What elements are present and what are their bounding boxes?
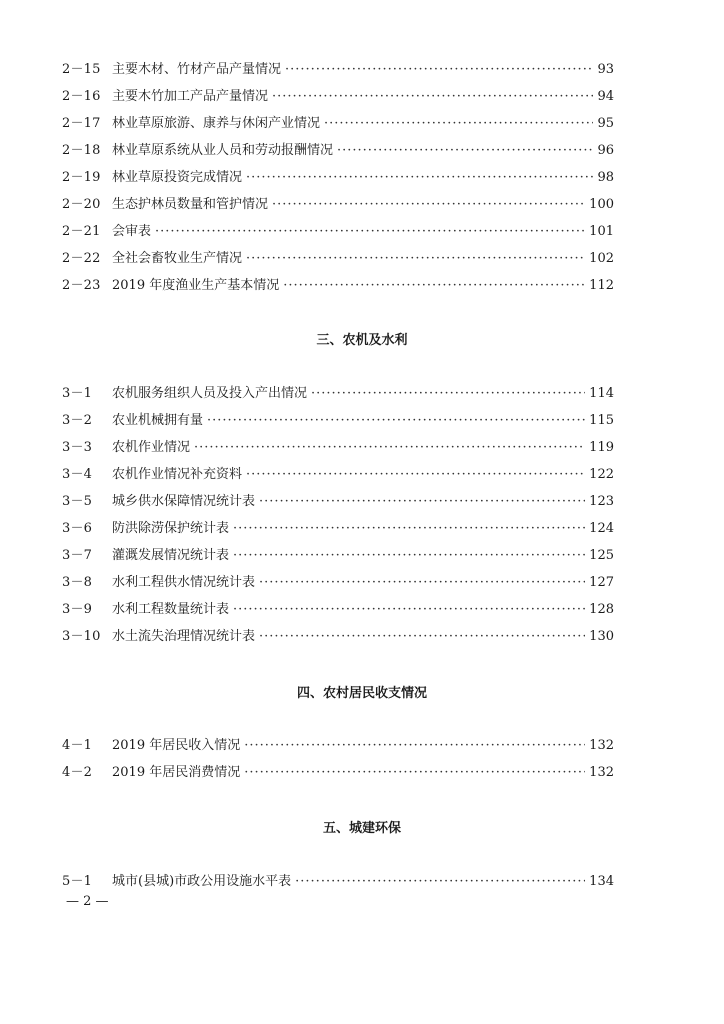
toc-entry[interactable] [62,276,614,296]
entry-title: 农业机械拥有量 [112,413,204,428]
entry-number: 3－9 [62,602,93,617]
entry-title: 水利工程供水情况统计表 [112,575,256,590]
dot-leader [246,168,593,188]
dot-leader [233,600,585,620]
entry-page: 125 [589,548,614,563]
toc-entry[interactable] [62,249,614,269]
entry-number: 2－17 [62,116,101,131]
toc-entry[interactable] [62,872,614,892]
entry-number: 5－1 [62,874,93,889]
entry-number: 3－4 [62,467,93,482]
toc-entry[interactable] [62,114,614,134]
dot-leader [272,87,593,107]
entry-page: 128 [589,602,614,617]
entry-page: 112 [589,278,614,293]
entry-title: 水土流失治理情况统计表 [112,629,256,644]
toc-entry[interactable] [62,438,614,458]
toc-entry[interactable] [62,87,614,107]
entry-page: 132 [589,765,614,780]
toc-entry[interactable] [62,573,614,593]
toc-entry[interactable] [62,546,614,566]
entry-page: 124 [589,521,614,536]
section-heading: 五、城建环保 [322,821,401,836]
entry-title: 灌溉发展情况统计表 [112,548,230,563]
toc-entry[interactable] [62,168,614,188]
entry-title: 2019 年居民消费情况 [112,765,241,780]
entry-page: 95 [597,116,614,131]
entry-page: 98 [597,170,614,185]
dot-leader [194,438,585,458]
dot-leader [259,492,585,512]
entry-title: 水利工程数量统计表 [112,602,230,617]
entry-number: 3－8 [62,575,93,590]
toc-entry[interactable] [62,465,614,485]
section-heading: 四、农村居民收支情况 [296,686,427,701]
dot-leader [311,384,585,404]
entry-number: 3－1 [62,386,93,401]
toc-entry[interactable] [62,736,614,756]
entry-number: 2－15 [62,62,101,77]
entry-number: 3－5 [62,494,93,509]
entry-number: 2－19 [62,170,101,185]
entry-page: 96 [597,143,614,158]
dot-leader [337,141,593,161]
toc-entry[interactable] [62,763,614,783]
entry-page: 114 [589,386,614,401]
entry-page: 130 [589,629,614,644]
dot-leader [233,546,585,566]
toc-entry[interactable] [62,519,614,539]
entry-number: 3－7 [62,548,93,563]
toc-entry[interactable] [62,492,614,512]
entry-number: 2－23 [62,278,101,293]
entry-title: 农机服务组织人员及投入产出情况 [112,386,308,401]
entry-page: 93 [597,62,614,77]
entry-title: 2019 年居民收入情况 [112,738,241,753]
entry-title: 2019 年度渔业生产基本情况 [112,278,280,293]
entry-title: 生态护林员数量和管护情况 [112,197,269,212]
entry-number: 4－2 [62,765,93,780]
entry-title: 主要木竹加工产品产量情况 [112,89,269,104]
entry-page: 115 [589,413,614,428]
dot-leader [244,736,585,756]
dot-leader [295,872,585,892]
entry-title: 全社会畜牧业生产情况 [112,251,243,266]
entry-title: 林业草原投资完成情况 [112,170,243,185]
entry-title: 农机作业情况补充资料 [112,467,243,482]
entry-title: 农机作业情况 [112,440,191,455]
entry-page: 94 [597,89,614,104]
entry-page: 119 [589,440,614,455]
entry-number: 2－21 [62,224,101,239]
dot-leader [246,249,585,269]
entry-number: 3－2 [62,413,93,428]
entry-page: 100 [589,197,614,212]
entry-title: 防洪除涝保护统计表 [112,521,230,536]
dot-leader [155,222,585,242]
entry-title: 会审表 [112,224,152,239]
dot-leader [246,465,585,485]
toc-entry[interactable] [62,627,614,647]
toc-entry[interactable] [62,411,614,431]
toc-entry[interactable] [62,195,614,215]
entry-number: 2－22 [62,251,101,266]
dot-leader [285,60,593,80]
toc-entry[interactable] [62,600,614,620]
toc-entry[interactable] [62,141,614,161]
section-heading: 三、农机及水利 [316,333,408,348]
dot-leader [324,114,593,134]
dot-leader [272,195,585,215]
entry-title: 城市(县城)市政公用设施水平表 [112,874,292,889]
entry-page: 102 [589,251,614,266]
page-number: — 2 — [66,894,109,909]
entry-title: 林业草原系统从业人员和劳动报酬情况 [112,143,334,158]
entry-number: 3－6 [62,521,93,536]
entry-page: 101 [589,224,614,239]
toc-entry[interactable] [62,222,614,242]
dot-leader [233,519,585,539]
entry-number: 2－20 [62,197,101,212]
entry-page: 134 [589,874,614,889]
entry-page: 123 [589,494,614,509]
toc-entry[interactable] [62,60,614,80]
entry-title: 城乡供水保障情况统计表 [112,494,256,509]
entry-page: 132 [589,738,614,753]
dot-leader [207,411,585,431]
dot-leader [259,627,585,647]
toc-entry[interactable] [62,384,614,404]
dot-leader [244,763,585,783]
entry-number: 2－18 [62,143,101,158]
entry-number: 4－1 [62,738,93,753]
dot-leader [283,276,585,296]
entry-title: 主要木材、竹材产品产量情况 [112,62,282,77]
entry-page: 122 [589,467,614,482]
entry-page: 127 [589,575,614,590]
entry-number: 2－16 [62,89,101,104]
dot-leader [259,573,585,593]
entry-number: 3－10 [62,629,101,644]
entry-number: 3－3 [62,440,93,455]
entry-title: 林业草原旅游、康养与休闲产业情况 [112,116,321,131]
